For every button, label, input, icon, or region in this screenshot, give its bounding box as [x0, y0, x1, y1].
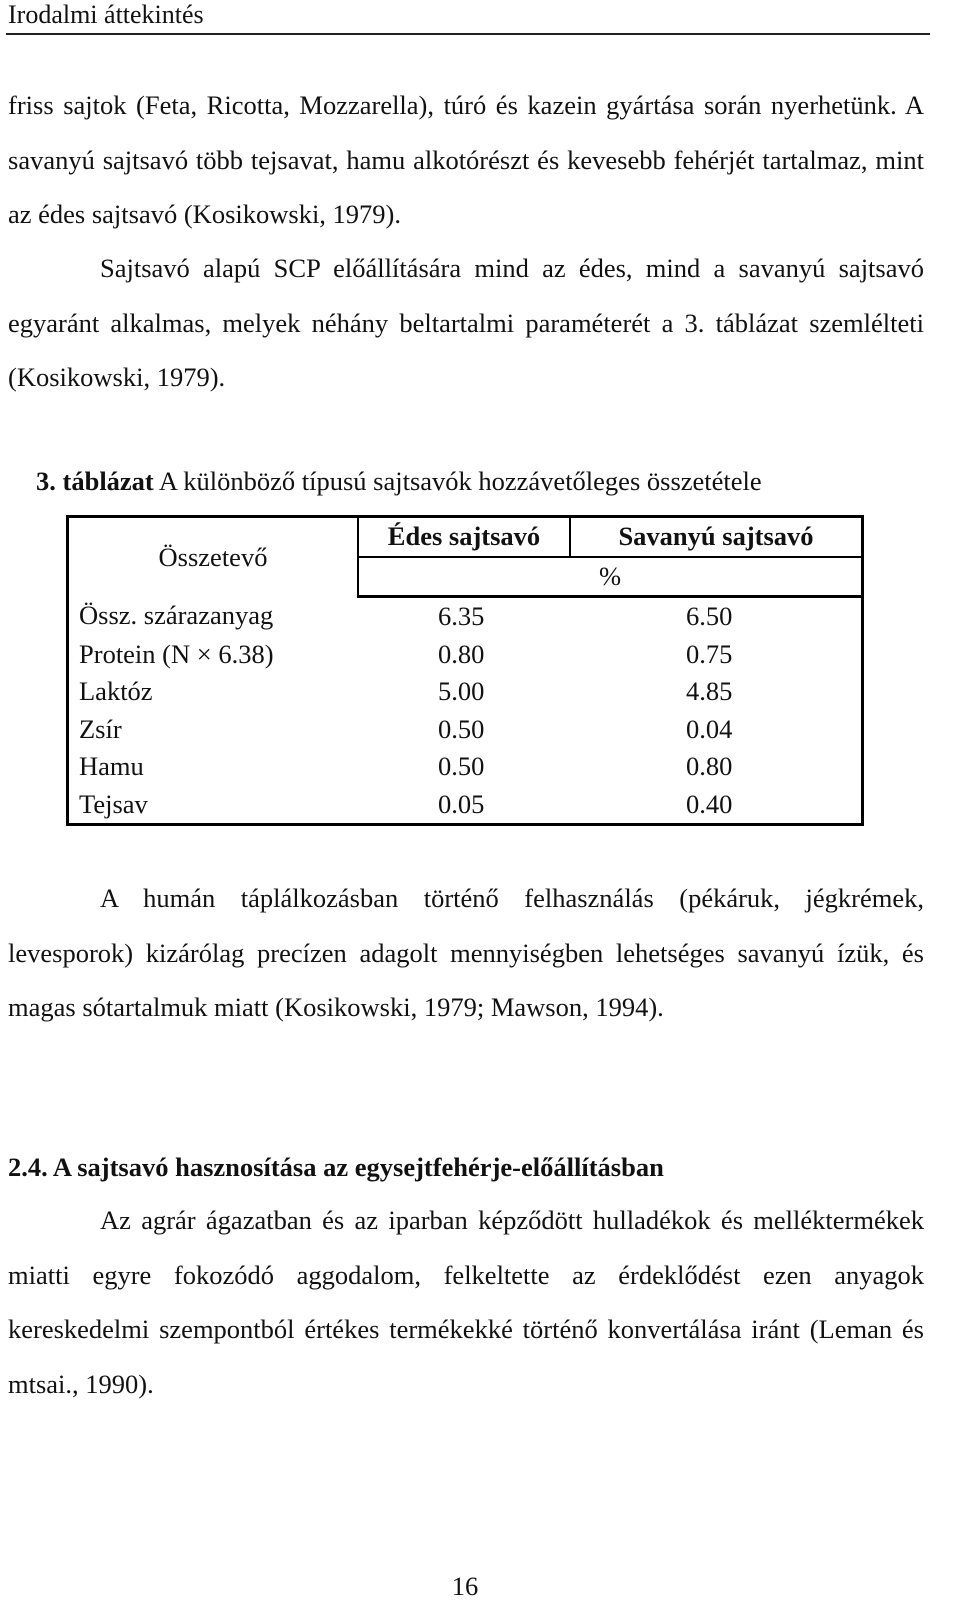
table-caption: [36, 463, 762, 499]
table-caption-label: 3. táblázat: [36, 466, 154, 496]
table-row: [68, 786, 863, 825]
paragraph-4: Az agrár ágazatban és az iparban képződött hulladékok és melléktermékek miatti egyre fokozódó aggodalom, felkeltette az érdeklődést ezen anyagok kereskedelmi szempontból értékes termékekké történő konvertálása iránt (Leman és mtsai., 1990).: [8, 1205, 924, 1399]
table-caption-text: A különböző típusú sajtsavók hozzávetőleges összetétele: [153, 466, 762, 496]
row-sweet-value: 5.00: [438, 676, 485, 706]
row-sour-value: 0.80: [686, 751, 733, 781]
table-row: [68, 748, 863, 786]
row-sweet-value: 0.80: [438, 638, 485, 669]
running-header: Irodalmi áttekintés: [8, 0, 204, 29]
row-name: Hamu: [79, 751, 144, 781]
page-number: 16: [451, 1571, 479, 1601]
table-header-row: [68, 517, 863, 557]
header-unit: %: [358, 557, 863, 597]
row-sour-value: 6.50: [686, 601, 733, 631]
row-name: Tejsav: [79, 788, 148, 819]
row-sour-value: 4.85: [686, 676, 733, 706]
paragraph-1: friss sajtok (Feta, Ricotta, Mozzarella), túró és kazein gyártása során nyerhetünk. A savanyú sajtsavó több tejsavat, hamu alkotórészt és kevesebb fehérjét tartalmaz, mint az édes sajtsavó (Kosikowski, 1979).: [8, 90, 924, 229]
table-row: [68, 636, 863, 674]
header-divider: [6, 33, 930, 35]
row-sweet-value: 6.35: [438, 601, 485, 631]
row-name: Zsír: [79, 713, 122, 744]
row-name: Össz. szárazanyag: [79, 600, 274, 631]
header-sour-whey: Savanyú sajtsavó: [570, 517, 863, 557]
header-sweet-whey: Édes sajtsavó: [358, 517, 570, 557]
row-name: Protein (N × 6.38): [79, 638, 274, 669]
row-name: Laktóz: [79, 676, 153, 706]
composition-table: [66, 515, 864, 826]
row-sour-value: 0.40: [686, 788, 733, 819]
row-sour-value: 0.75: [686, 638, 733, 669]
paragraph-2: Sajtsavó alapú SCP előállítására mind az édes, mind a savanyú sajtsavó egyaránt alkalmas, melyek néhány beltartalmi paraméterét a 3. táblázat szemlélteti (Kosikowski, 1979).: [8, 253, 924, 392]
paragraph-3: A humán táplálkozásban történő felhasználás (pékáruk, jégkrémek, levesporok) kizárólag precízen adagolt mennyiségben lehetséges savanyú ízük, és magas sótartalmuk miatt (Kosikowski, 1979; Mawson, 1994).: [8, 883, 924, 1022]
table-row: [68, 597, 863, 636]
section-heading: 2.4. A sajtsavó hasznosítása az egysejtfehérje-előállításban: [8, 1152, 664, 1182]
row-sweet-value: 0.50: [438, 713, 485, 744]
table-row: [68, 673, 863, 711]
table-row: [68, 711, 863, 749]
header-component: Összetevő: [158, 541, 268, 572]
row-sour-value: 0.04: [686, 713, 733, 744]
row-sweet-value: 0.05: [438, 788, 485, 819]
row-sweet-value: 0.50: [438, 751, 485, 781]
